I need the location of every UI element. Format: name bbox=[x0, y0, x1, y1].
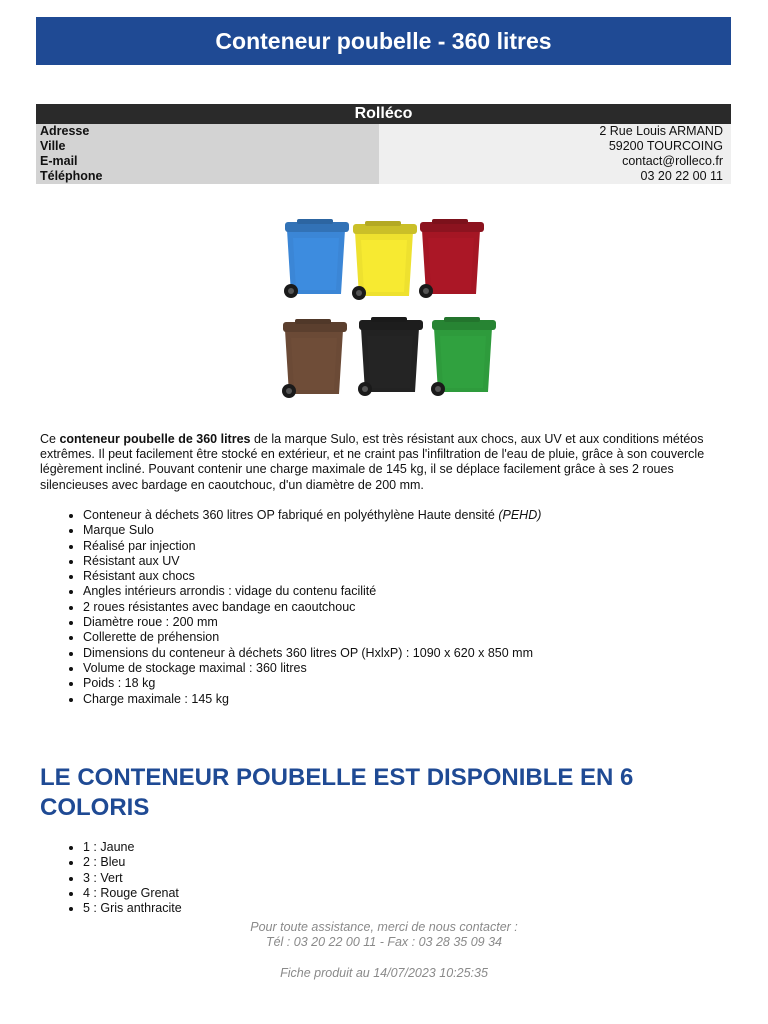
list-item: • 5 : Gris anthracite bbox=[83, 901, 182, 916]
phone-label: Téléphone bbox=[36, 169, 379, 184]
footer-contact: Tél : 03 20 22 00 11 - Fax : 03 28 35 09 34 bbox=[265, 935, 503, 949]
list-item: • Résistant aux chocs bbox=[83, 569, 768, 584]
blue-bin-icon bbox=[284, 219, 349, 298]
page-title: Conteneur poubelle - 360 litres bbox=[215, 27, 552, 54]
list-item: • 1 : Jaune bbox=[83, 840, 182, 855]
yellow-bin-icon bbox=[352, 221, 417, 300]
list-item: • 2 roues résistantes avec bandage en caoutchouc bbox=[83, 600, 768, 615]
footer-date: Fiche produit au 14/07/2023 10:25:35 bbox=[280, 966, 488, 980]
city-value: 59200 TOURCOING bbox=[379, 139, 731, 154]
color-list bbox=[40, 840, 182, 916]
list-item: • 4 : Rouge Grenat bbox=[83, 886, 182, 901]
company-row-email bbox=[36, 154, 731, 169]
address-value: 2 Rue Louis ARMAND bbox=[379, 124, 731, 139]
list-item: • Angles intérieurs arrondis : vidage du contenu facilité bbox=[83, 584, 768, 599]
company-info-table bbox=[36, 104, 731, 184]
list-item: • Volume de stockage maximal : 360 litres bbox=[83, 661, 768, 676]
address-label: Adresse bbox=[36, 124, 379, 139]
company-row-city bbox=[36, 139, 731, 154]
list-item: • Collerette de préhension bbox=[83, 630, 768, 645]
company-name: Rolléco bbox=[36, 104, 731, 124]
brown-bin-icon bbox=[282, 319, 347, 398]
list-item: • Résistant aux UV bbox=[83, 554, 768, 569]
list-item: • 3 : Vert bbox=[83, 871, 182, 886]
product-image bbox=[255, 190, 510, 415]
company-row-address bbox=[36, 124, 731, 139]
list-item: • Dimensions du conteneur à déchets 360 litres OP (HxlxP) : 1090 x 620 x 850 mm bbox=[83, 646, 768, 661]
green-bin-icon bbox=[431, 317, 496, 396]
product-description bbox=[40, 432, 730, 493]
list-item: • Diamètre roue : 200 mm bbox=[83, 615, 768, 630]
feature-text: Conteneur à déchets 360 litres OP fabriqué en polyéthylène Haute densité bbox=[83, 508, 499, 522]
list-item: • Marque Sulo bbox=[83, 523, 768, 538]
description-prefix: Ce bbox=[40, 432, 60, 446]
list-item: • Poids : 18 kg bbox=[83, 676, 768, 691]
colors-heading: LE CONTENEUR POUBELLE EST DISPONIBLE EN 6 COLORIS bbox=[40, 764, 634, 821]
description-text: de la marque Sulo, est très résistant aux chocs, aux UV et aux conditions météos extrêmes. Il peut facilement être stocké en extérieur, et ne craint pas l'infiltration de l'eau de pluie, grâce à son couvercle légèrement incliné. Pouvant contenir une charge maximale de 145 kg, il se déplace facilement grâce à ses 2 roues silencieuses avec bardage en caoutchouc, d'un diamètre de 200 mm. bbox=[40, 432, 705, 492]
page-title-bar bbox=[36, 17, 731, 65]
red-bin-icon bbox=[419, 219, 484, 298]
company-row-phone bbox=[36, 169, 731, 184]
email-label: E-mail bbox=[36, 154, 379, 169]
feature-list bbox=[40, 508, 768, 707]
footer-assistance: Pour toute assistance, merci de nous contacter : bbox=[250, 920, 518, 934]
list-item: • Charge maximale : 145 kg bbox=[83, 692, 768, 707]
black-bin-icon bbox=[358, 317, 423, 396]
list-item: • Réalisé par injection bbox=[83, 539, 768, 554]
list-item bbox=[83, 508, 768, 523]
phone-value: 03 20 22 00 11 bbox=[379, 169, 731, 184]
city-label: Ville bbox=[36, 139, 379, 154]
email-value[interactable]: contact@rolleco.fr bbox=[379, 154, 731, 169]
feature-italic: (PEHD) bbox=[498, 508, 542, 522]
description-bold: conteneur poubelle de 360 litres bbox=[59, 432, 251, 446]
list-item: • 2 : Bleu bbox=[83, 855, 182, 870]
